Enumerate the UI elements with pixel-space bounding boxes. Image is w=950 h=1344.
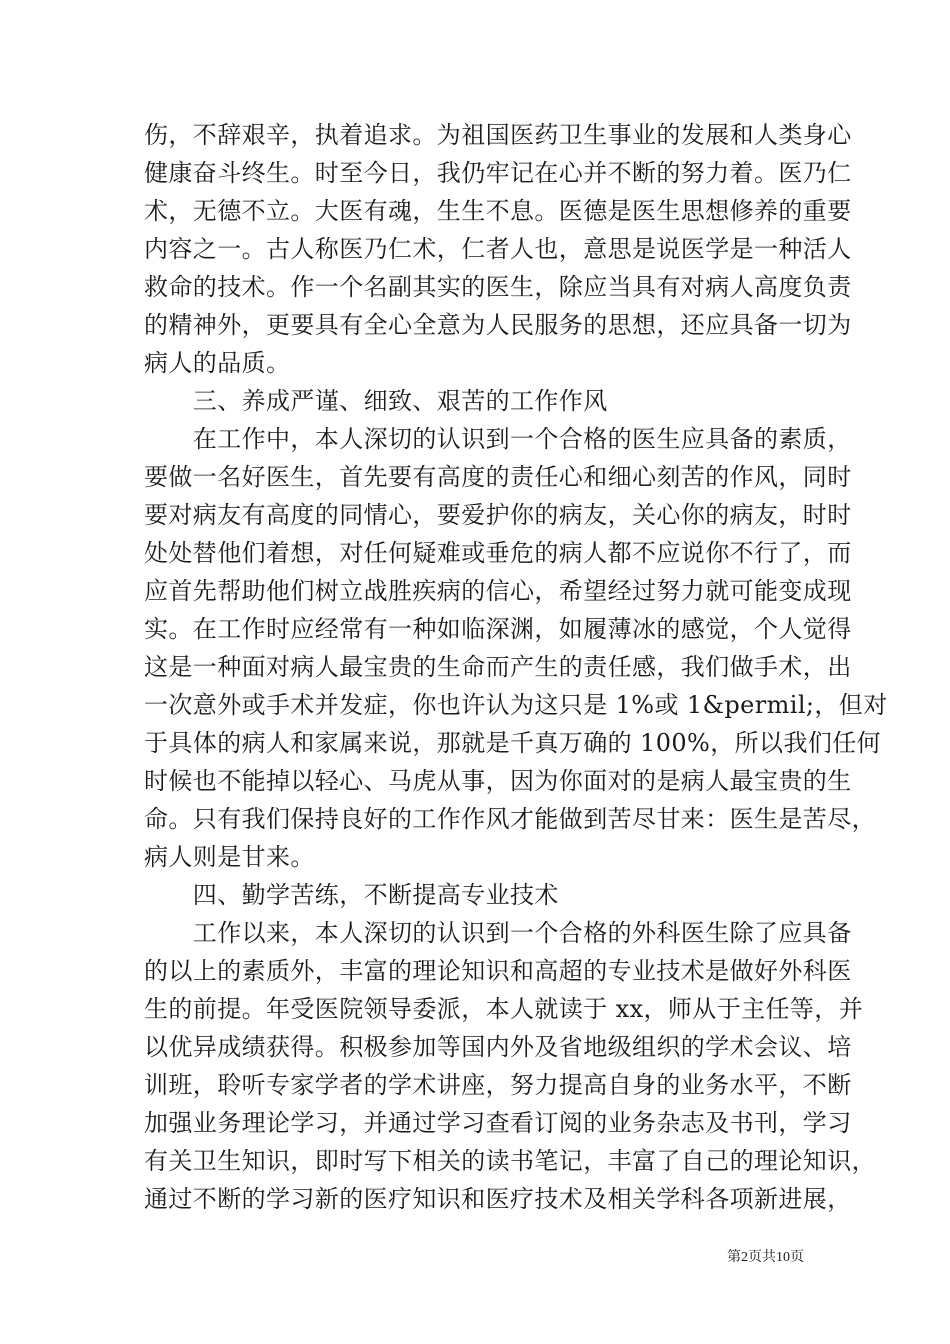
body-text-line: 训班，聆听专家学者的学术讲座，努力提高自身的业务水平，不断 [144, 1071, 852, 1099]
body-text-line: 工作以来，本人深切的认识到一个合格的外科医生除了应具备 [144, 919, 852, 947]
body-text-line: 健康奋斗终生。时至今日，我仍牢记在心并不断的努力着。医乃仁 [144, 159, 852, 187]
body-text-line: 时候也不能掉以轻心、马虎从事，因为你面对的是病人最宝贵的生 [144, 767, 852, 795]
body-text-line: 一次意外或手术并发症，你也许认为这只是 1%或 1&permil;，但对 [144, 691, 888, 719]
body-text-line: 通过不断的学习新的医疗知识和医疗技术及相关学科各项新进展， [144, 1185, 852, 1213]
footer-prefix: 第 [727, 1249, 741, 1265]
page-number-footer [727, 1248, 804, 1267]
body-text-line: 处处替他们着想，对任何疑难或垂危的病人都不应说你不行了，而 [144, 539, 852, 567]
body-text-line: 生的前提。年受医院领导委派，本人就读于 xx，师从于主任等，并 [144, 995, 864, 1023]
body-text-line: 命。只有我们保持良好的工作作风才能做到苦尽甘来：医生是苦尽， [144, 805, 876, 833]
body-text-line: 救命的技术。作一个名副其实的医生，除应当具有对病人高度负责 [144, 273, 852, 301]
body-text-line: 应首先帮助他们树立战胜疾病的信心，希望经过努力就可能变成现 [144, 577, 852, 605]
body-text-line: 要对病友有高度的同情心，要爱护你的病友，关心你的病友，时时 [144, 501, 852, 529]
section-heading-3: 三、养成严谨、细致、艰苦的工作作风 [144, 387, 608, 415]
body-text-line: 于具体的病人和家属来说，那就是千真万确的 100%，所以我们任何 [144, 729, 882, 757]
footer-suffix: 页 [790, 1249, 804, 1265]
footer-page-number: 2 [741, 1250, 748, 1265]
body-text-line: 加强业务理论学习，并通过学习查看订阅的业务杂志及书刊，学习 [144, 1109, 852, 1137]
body-text-line: 实。在工作时应经常有一种如临深渊，如履薄冰的感觉，个人觉得 [144, 615, 852, 643]
body-text-line: 的精神外，更要具有全心全意为人民服务的思想，还应具备一切为 [144, 311, 852, 339]
body-text-line: 以优异成绩获得。积极参加等国内外及省地级组织的学术会议、培 [144, 1033, 852, 1061]
body-text-line: 在工作中，本人深切的认识到一个合格的医生应具备的素质， [144, 425, 852, 453]
footer-middle: 页共 [748, 1249, 776, 1265]
body-text-line: 内容之一。古人称医乃仁术，仁者人也，意思是说医学是一种活人 [144, 235, 852, 263]
body-text-line: 要做一名好医生，首先要有高度的责任心和细心刻苦的作风，同时 [144, 463, 852, 491]
body-text-line: 有关卫生知识，即时写下相关的读书笔记，丰富了自己的理论知识， [144, 1147, 876, 1175]
section-heading-4: 四、勤学苦练，不断提高专业技术 [144, 881, 559, 909]
body-text-line: 病人则是甘来。 [144, 843, 315, 871]
body-text-line: 术，无德不立。大医有魂，生生不息。医德是医生思想修养的重要 [144, 197, 852, 225]
footer-total-pages: 10 [776, 1250, 790, 1265]
body-text-line: 伤，不辞艰辛，执着追求。为祖国医药卫生事业的发展和人类身心 [144, 121, 852, 149]
body-text-line: 这是一种面对病人最宝贵的生命而产生的责任感，我们做手术，出 [144, 653, 852, 681]
body-text-line: 病人的品质。 [144, 349, 291, 377]
body-text-line: 的以上的素质外，丰富的理论知识和高超的专业技术是做好外科医 [144, 957, 852, 985]
